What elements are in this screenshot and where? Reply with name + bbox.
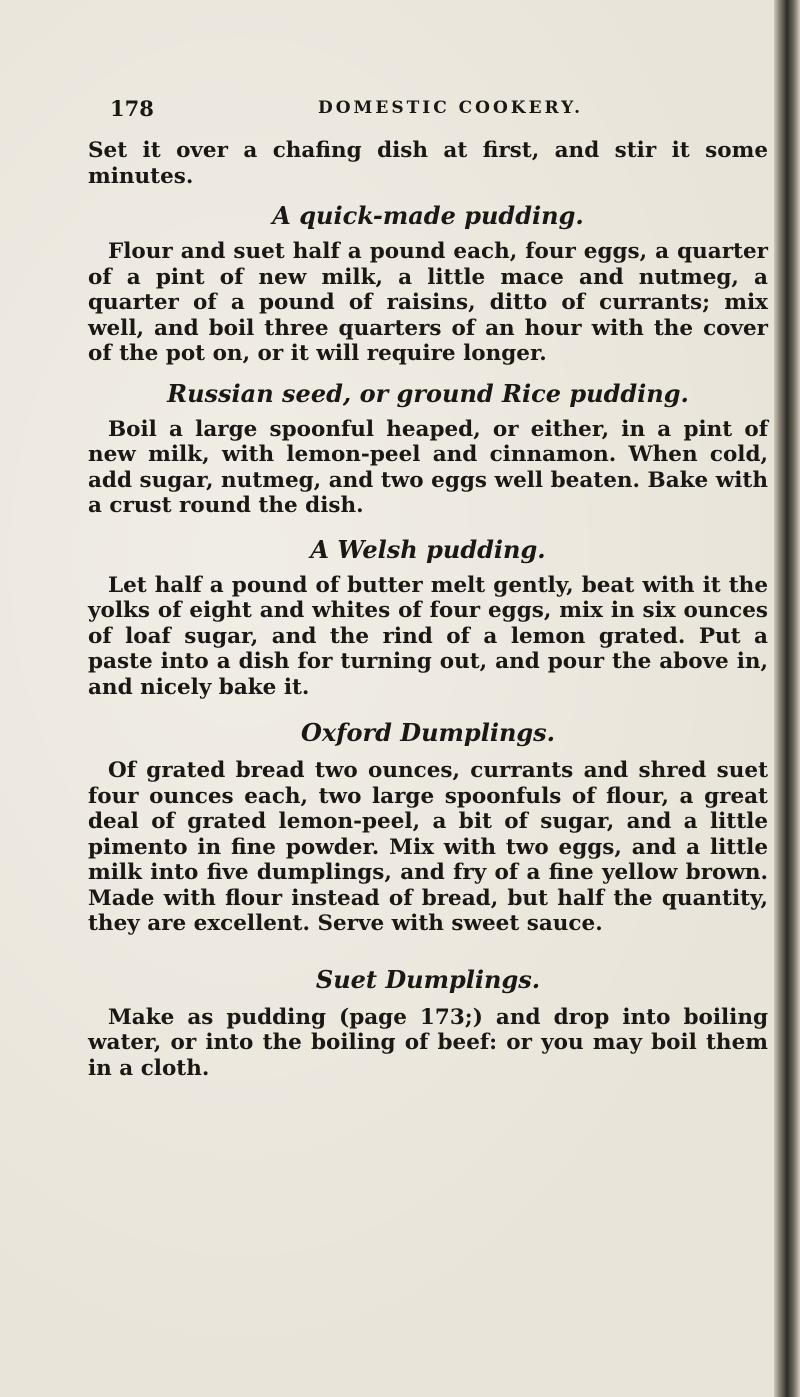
paragraph-suet-dumplings: Make as pudding (page 173;) and drop into boiling water, or into the boiling of beef: or you may boil them in a cloth. — [88, 1004, 768, 1081]
heading-suet-dumplings: Suet Dumplings. — [315, 964, 541, 994]
paragraph-quick-made-pudding: Flour and suet half a pound each, four eggs, a quarter of a pint of new milk, a little mace and nutmeg, a quarter of a pound of raisins, ditto of currants; mix well, and boil three quarters of an hour with the cover of the pot on, or it will require longer. — [88, 239, 768, 366]
paragraph-oxford-dumplings: Of grated bread two ounces, currants and shred suet four ounces each, two large spoonfuls of flour, a great deal of grated lemon-peel, a bit of sugar, and a little pimento in fine powder. Mix with two eggs, and a little milk into five dumplings, and fry of a fine yellow brown. Made with flour instead of bread, but half the quantity, they are excellent. Serve with sweet sauce. — [88, 758, 768, 936]
book-binding-edge — [774, 0, 800, 1397]
paragraph-welsh-pudding: Let half a pound of butter melt gently, beat with it the yolks of eight and whites of four eggs, mix in six ounces of loaf sugar, and the rind of a lemon grated. Put a paste into a dish for turning out, and pour the above in, and nicely bake it. — [88, 572, 768, 700]
intro-paragraph: Set it over a chafing dish at first, and stir it some minutes. — [88, 138, 768, 189]
paragraph-russian-seed-pudding: Boil a large spoonful heaped, or either, in a pint of new milk, with lemon-peel and cinnamon. When cold, add sugar, nutmeg, and two eggs well beaten. Bake with a crust round the dish. — [88, 416, 768, 518]
page-header — [110, 96, 770, 124]
heading-russian-seed-pudding: Russian seed, or ground Rice pudding. — [167, 378, 689, 408]
heading-welsh-pudding: A Welsh pudding. — [310, 534, 546, 564]
page-number: 178 — [110, 96, 154, 121]
page-body — [88, 138, 768, 1081]
running-head: DOMESTIC COOKERY. — [318, 98, 584, 118]
heading-quick-made-pudding: A quick-made pudding. — [272, 201, 584, 230]
heading-oxford-dumplings: Oxford Dumplings. — [300, 718, 556, 747]
